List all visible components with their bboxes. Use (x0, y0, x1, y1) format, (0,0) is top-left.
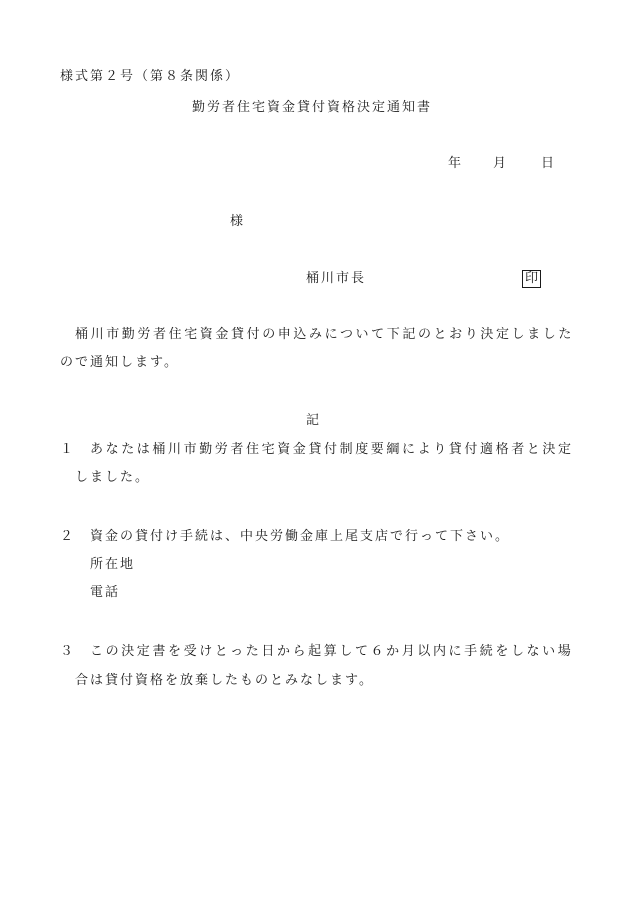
item-number: ３ (60, 644, 76, 659)
date-year-label: 年 (448, 156, 464, 171)
item-text-line-1: あなたは桶川市勤労者住宅資金貸付制度要綱により貸付適格者と決定 (90, 442, 574, 457)
date-day-label: 日 (541, 156, 557, 171)
item-text-line-2: しました。 (75, 470, 151, 485)
date-month-label: 月 (493, 156, 509, 171)
intro-line-2: ので通知します。 (60, 355, 179, 370)
intro-line-1: 桶川市勤労者住宅資金貸付の申込みについて下記のとおり決定しました (75, 327, 574, 342)
item-number: ２ (60, 529, 76, 544)
item-text-line-1: 資金の貸付け手続は、中央労働金庫上尾支店で行って下さい。 (90, 529, 511, 544)
addressee-suffix: 様 (230, 214, 246, 229)
item-number: １ (60, 442, 76, 457)
ki-heading: 記 (306, 413, 322, 428)
location-label: 所在地 (90, 557, 136, 572)
document-title: 勤労者住宅資金貸付資格決定通知書 (192, 100, 433, 115)
item-text-line-1: この決定書を受けとった日から起算して６か月以内に手続をしない場 (90, 644, 574, 659)
form-number: 様式第２号（第８条関係） (60, 69, 241, 84)
item-text-line-2: 合は貸付資格を放棄したものとみなします。 (75, 673, 374, 688)
issuer-name: 桶川市長 (306, 271, 367, 286)
phone-label: 電話 (90, 585, 121, 600)
seal-mark: 印 (522, 270, 541, 288)
